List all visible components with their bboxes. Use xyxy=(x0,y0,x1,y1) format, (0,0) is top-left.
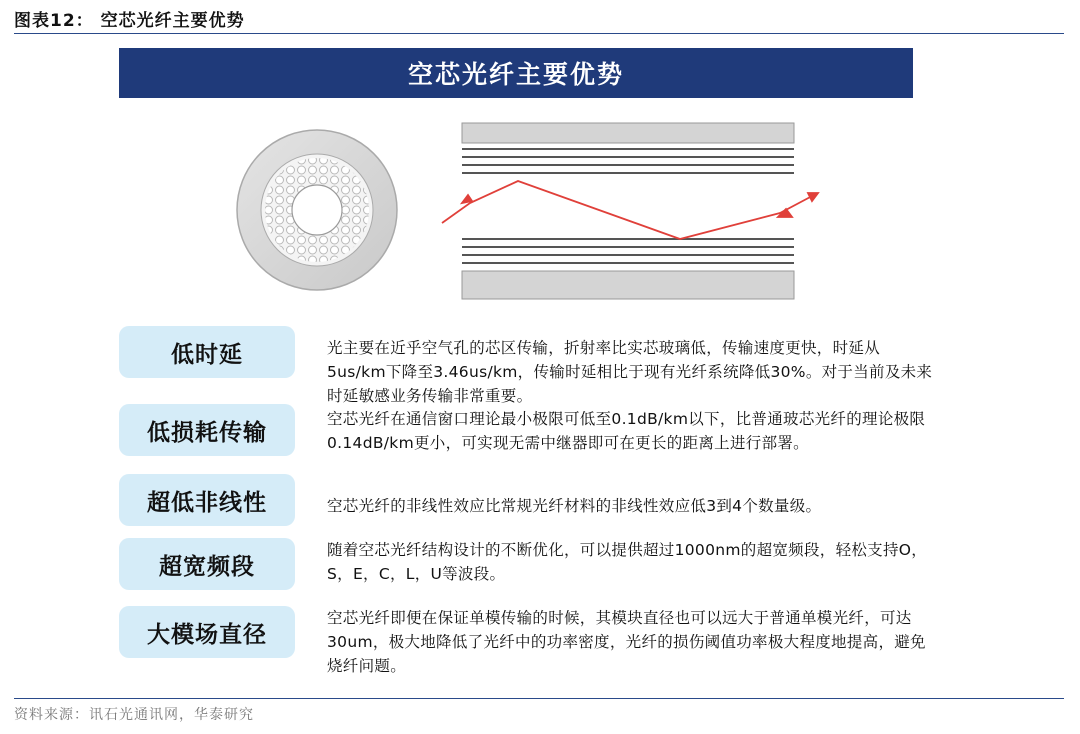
feature-description-ultra-low-nonlinearity: 空芯光纤的非线性效应比常规光纤材料的非线性效应低3到4个数量级。 xyxy=(327,497,822,515)
feature-description-ultra-wide-band: 随着空芯光纤结构设计的不断优化，可以提供超过1000nm的超宽频段，轻松支持O，S，E，C，L，U等波段。 xyxy=(327,541,928,583)
feature-description-low-loss: 空芯光纤在通信窗口理论最小极限可低至0.1dB/km以下，比普通玻芯光纤的理论极限0.14dB/km更小，可实现无需中继器即可在更长的距离上进行部署。 xyxy=(327,410,926,452)
feature-label-low-latency: 低时延 xyxy=(119,326,295,378)
feature-description-large-mode-field: 空芯光纤即便在保证单模传输的时候，其模块直径也可以远大于普通单模光纤，可达30um，极大地降低了光纤中的功率密度，光纤的损伤阈值功率极大程度地提高，避免烧纤问题。 xyxy=(327,609,926,675)
light-ray-arrow xyxy=(442,181,818,239)
feature-label-low-loss: 低损耗传输 xyxy=(119,404,295,456)
top-divider xyxy=(14,33,1064,34)
hollow-core-fiber-illustration xyxy=(230,115,830,310)
bottom-divider xyxy=(14,698,1064,699)
light-guiding-diagram xyxy=(442,123,818,299)
feature-label-ultra-wide-band: 超宽频段 xyxy=(119,538,295,590)
banner-title: 空芯光纤主要优势 xyxy=(119,48,913,98)
feature-label-ultra-low-nonlinearity: 超低非线性 xyxy=(119,474,295,526)
feature-label-large-mode-field: 大模场直径 xyxy=(119,606,295,658)
figure-title: 图表12： 空芯光纤主要优势 xyxy=(14,11,245,31)
fiber-cross-section xyxy=(237,130,397,290)
feature-description-low-latency: 光主要在近乎空气孔的芯区传输，折射率比实芯玻璃低，传输速度更快，时延从5us/km下降至3.46us/km，传输时延相比于现有光纤系统降低30%。对于当前及未来时延敏感业务传输非常重要。 xyxy=(327,339,933,405)
source-note: 资料来源：讯石光通讯网，华泰研究 xyxy=(14,707,254,723)
